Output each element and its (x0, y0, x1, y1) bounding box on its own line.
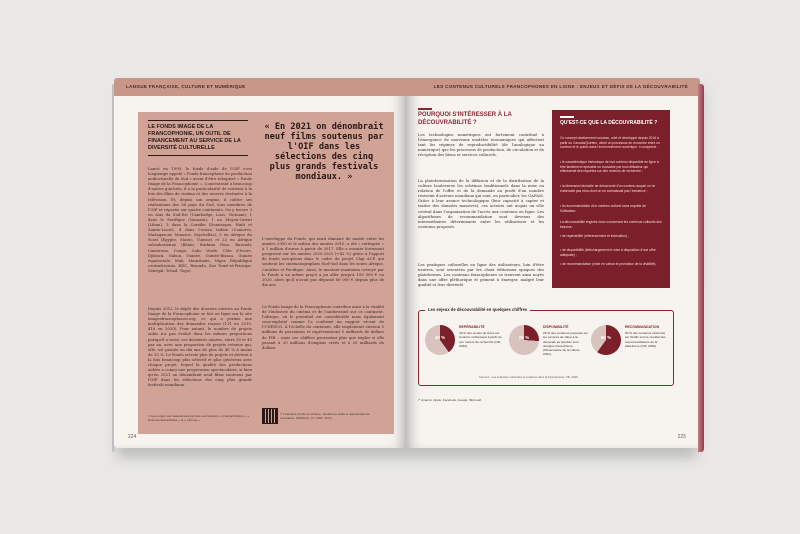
stat-value-1: 26 % (518, 335, 530, 340)
right-running-head: LES CONTENUS CULTURELS FRANCOPHONES EN LIGNE : ENJEUX ET DÉFIS DE LA DÉCOUVRABILITÉ (406, 78, 700, 96)
box-footnote-right: ¹³ L'industrie du film en Afrique : tendances, défis et opportunités de croissance, UNESCO, oct. 2021, 260 p. (280, 412, 370, 420)
stats-source: Sources : Les industries culturelles et créatives dans la francophonie, OIF, 2020. (479, 375, 579, 379)
panel-intro: Ce concept relativement nouveau, créé et développé depuis 2016 à partir du Canada/Québec, décrit un processus de rencontre entre un contenu et le public dans l'environnement numérique. Il comprend : (560, 136, 660, 150)
right-text-1: Les technologies numériques ont fortement contribué à l'émergence de nouveaux modèles économiques qui affectent tant les régimes de reproductibilité (de l'analogique au numérique) que les processus de production, de circulation et de réception des biens et services culturels. (418, 132, 544, 158)
box-column-1: Lancé en 1990, le fonds d'aide de l'OIF s'est longtemps appelé « Fonds francophone de production audiovisuelle du Sud » avant d'être rebaptisé « Fonds Image de la Francophonie ». Concentrant à beaucoup d'autres guichets, il a la particularité de soutenir à la fois des films de cinéma et des œuvres destinées à la télévision. Et, depuis son origine, il cultive ses réalisations des 38 pays du Sud, tous membres de l'OIF et répartis sur quatre continents. On y trouve 3 en Asie du Sud-Est (Cambodge, Laos, Vietnam), 1 dans le Pacifique (Vanuatu), 1 au Moyen-Orient (Liban), 3 dans la Caraïbe (Dominique, Haïti et Sainte-Lucie), 4 dans l'océan Indien (Comores, Madagascar, Maurice, Seychelles), 5 en Afrique du Nord (Égypte, Maroc, Tunisie) et 22 en Afrique subsaharienne (Bénin, Burkina Faso, Burundi, Cameroun, Congo, Cabo Verde, Côte d'Ivoire, Djibouti, Gabon, Guinée, Guinée-Bissau, Guinée équatoriale, Mali, Mauritanie, Niger, République centrafricaine, RDC, Rwanda, Sao Tomé-et-Principe, Sénégal, Tchad, Togo). (148, 166, 252, 273)
decouvrabilite-panel (552, 110, 670, 288)
panel-need-3: • de recommandation (mise en valeur et promotion de la visibilité). (560, 262, 657, 266)
panel-bullet-2: • la dimension factuelle de découverte d'un contenu auquel on ne s'attendait pas et/ou dont on ne connaissait pas l'existence ; (560, 184, 656, 193)
stat-value-2: 60 % (600, 335, 612, 340)
right-text-2: La plateformisation de la diffusion et de la distribution de la culture bouleverse les schémas traditionnels dans la mise en relation de l'offre et de la demande au profit d'un nombre restreint d'acteurs mondiaux qui sont, en particulier, les GAFAM. Grâce à leur avance technologique (leur capacité à capter et traiter des données massives), ces acteurs ont acquis un rôle central dans l'organisation de l'accès aux contenus en ligne. Les algorithmes de recommandation sont devenus des intermédiaires déterminants entre les utilisateurs et les contenus proposés. (418, 178, 544, 229)
right-text-3: Les pratiques culturelles en ligne des utilisateurs, loin d'être neutres, sont orientées par les choix éditoriaux opaques des plateformes. Les contenus francophones se trouvent ainsi noyés dans une offre pléthorique et peinent à émerger, malgré leur qualité et leur diversité. (418, 262, 544, 288)
right-folio: 225 (677, 434, 686, 440)
pull-quote: « En 2021 on dénombrait neuf films soutenus par l'OIF dans les sélections des cinq plus grands festivals mondiaux. » (264, 122, 384, 182)
stat-pie-0 (425, 325, 455, 355)
section-rule (418, 108, 432, 110)
right-page (406, 78, 700, 448)
stat-head-2: RECOMMANDATION (625, 325, 660, 329)
box-column-1-continued: Depuis 2012, le dépôt des dossiers ouverts au Fonds Image de la Francophonie se fait en ligne sur le site imagesfrancophones.org, ce qui a permis une multiplication des demandes reçues (111 en 2019, 418 en 2020). Pour autant, le nombre de projets aidés n'a pas évolué dans les mêmes proportions puisqu'il a varié, ces dernières années, entre 30 et 40 par an, avec une proportion de projets retenus qui, elle, est passée en dix ans de plus de 40 % à moins de 15 %. Le Fonds octroie plus de projets et devient à la fois beaucoup plus sélectif et plus généreux avec chaque projet, lequel la qualité des productions aidées a connu une progression spectaculaire, si bien qu'en 2021 on dénombrait neuf films soutenus par l'OIF dans les sélections des cinq plus grands festivals mondiaux. (148, 306, 252, 388)
stat-text-2: 60 % des contenus visionnés sur Netflix sont le résultat des recommandations de la plateforme (OIF, 2020). (625, 331, 666, 348)
stat-value-0: 40 % (434, 335, 446, 340)
left-running-head: LANGUE FRANÇAISE, CULTURE ET NUMÉRIQUE (114, 78, 406, 96)
qr-code (262, 408, 278, 424)
stat-recommandation (591, 321, 671, 377)
stat-head-0: REPÉRABILITÉ (459, 325, 485, 329)
box-title: LE FONDS IMAGE DE LA FRANCOPHONIE, UN OUTIL DE FINANCEMENT AU SERVICE DE LA DIVERSITÉ CULTURELLE (148, 120, 248, 156)
right-footnote: ¹⁴ Amazon, Apple, Facebook, Google, Microsoft. (418, 398, 482, 402)
stat-disponibilite (509, 321, 591, 377)
open-book (112, 78, 702, 456)
box-column-2: L'enveloppe du Fonds, qui avait diminué de moitié entre les années 2000 et le milieu des années 2010, a été « rattrapée » à 1 million d'euros à partir de 2017. Elle a ensuite fortement progressé sur les années 2020-2021 (+42 %) grâce à l'apport de fonds européens dans le cadre du projet Clap ACP, qui soutient les cinématographies Sud-Sud dans les zones Afrique, Caraïbes et Pacifique. Ainsi, le montant maximum octroyé par le Fonds à un même projet a pu aller jusqu'à 100 000 € en 2020, alors qu'il n'avait pas dépassé 80 000 € depuis plus de dix ans. (262, 236, 384, 287)
stat-pie-2 (591, 325, 621, 355)
stats-title: Les enjeux de découvrabilité en quelques chiffres (425, 307, 530, 312)
stat-head-1: DISPONIBILITÉ (543, 325, 569, 329)
box-footnote-left: ¹² Les projets sont sélectionnés par des commissions « Cinéma/Fictions », « Documentaires/Séries » et « Cinéma ». (148, 414, 250, 422)
panel-title: QU'EST-CE QUE LA DÉCOUVRABILITÉ ? (560, 120, 658, 126)
stats-box (418, 307, 674, 386)
book-edge-right (698, 84, 704, 452)
panel-need-2: • de disponibilité (téléchargement et mise à disposition d'une offre adéquate) ; (560, 248, 656, 257)
left-page (114, 78, 406, 448)
stat-reperabilite (425, 321, 507, 377)
panel-bullet-1: • le caractéristique intrinsèque de tout contenu disponible en ligne à être facilement repérable ou trouvable par tout utilisateur qui effectuerait des requêtes sur des moteurs de recherche ; (560, 160, 659, 174)
panel-need-1: • de repérabilité (référencement et indexation) ; (560, 234, 629, 238)
stat-pie-1 (509, 325, 539, 355)
box-column-2-continued: Le Fonds Image de la Francophonie contribue ainsi à la vitalité de l'industrie du cinéma et de l'audiovisuel sur ce continent, l'Afrique, où le potentiel est considérable mais également sous-exploité comme l'a confirmé un rapport récent de l'UNESCO. À l'échelle du continent, elle emploierait environ 5 millions de personnes et représenterait 5 milliards de dollars de PIB – mais ces chiffres pourraient plus que tripler si elle passait à 20 millions d'emplois créés et à 20 milliards de dollars. (262, 304, 384, 350)
section-title: POURQUOI S'INTÉRESSER À LA DÉCOUVRABILITÉ ? (418, 112, 512, 126)
panel-text-needs: La découvrabilité englobe donc concernant les contenus culturels des besoins : (560, 220, 662, 229)
panel-rule (560, 116, 574, 118)
panel-bullet-3: • la recommandation d'un contenu culturel sans requête de l'utilisateur. (560, 204, 646, 213)
left-folio: 224 (128, 434, 137, 440)
stat-text-1: 26 % des contenus proposés sur les services de vidéo à la demande au Québec sont d'origine francophone (Observatoire de la culture, 2021). (543, 331, 589, 357)
fonds-image-box (138, 112, 394, 434)
stat-text-0: 40 % des ventes de livres sur Amazon s'effectuent à partir de son moteur de recherche (OIF, 2020). (459, 331, 502, 348)
